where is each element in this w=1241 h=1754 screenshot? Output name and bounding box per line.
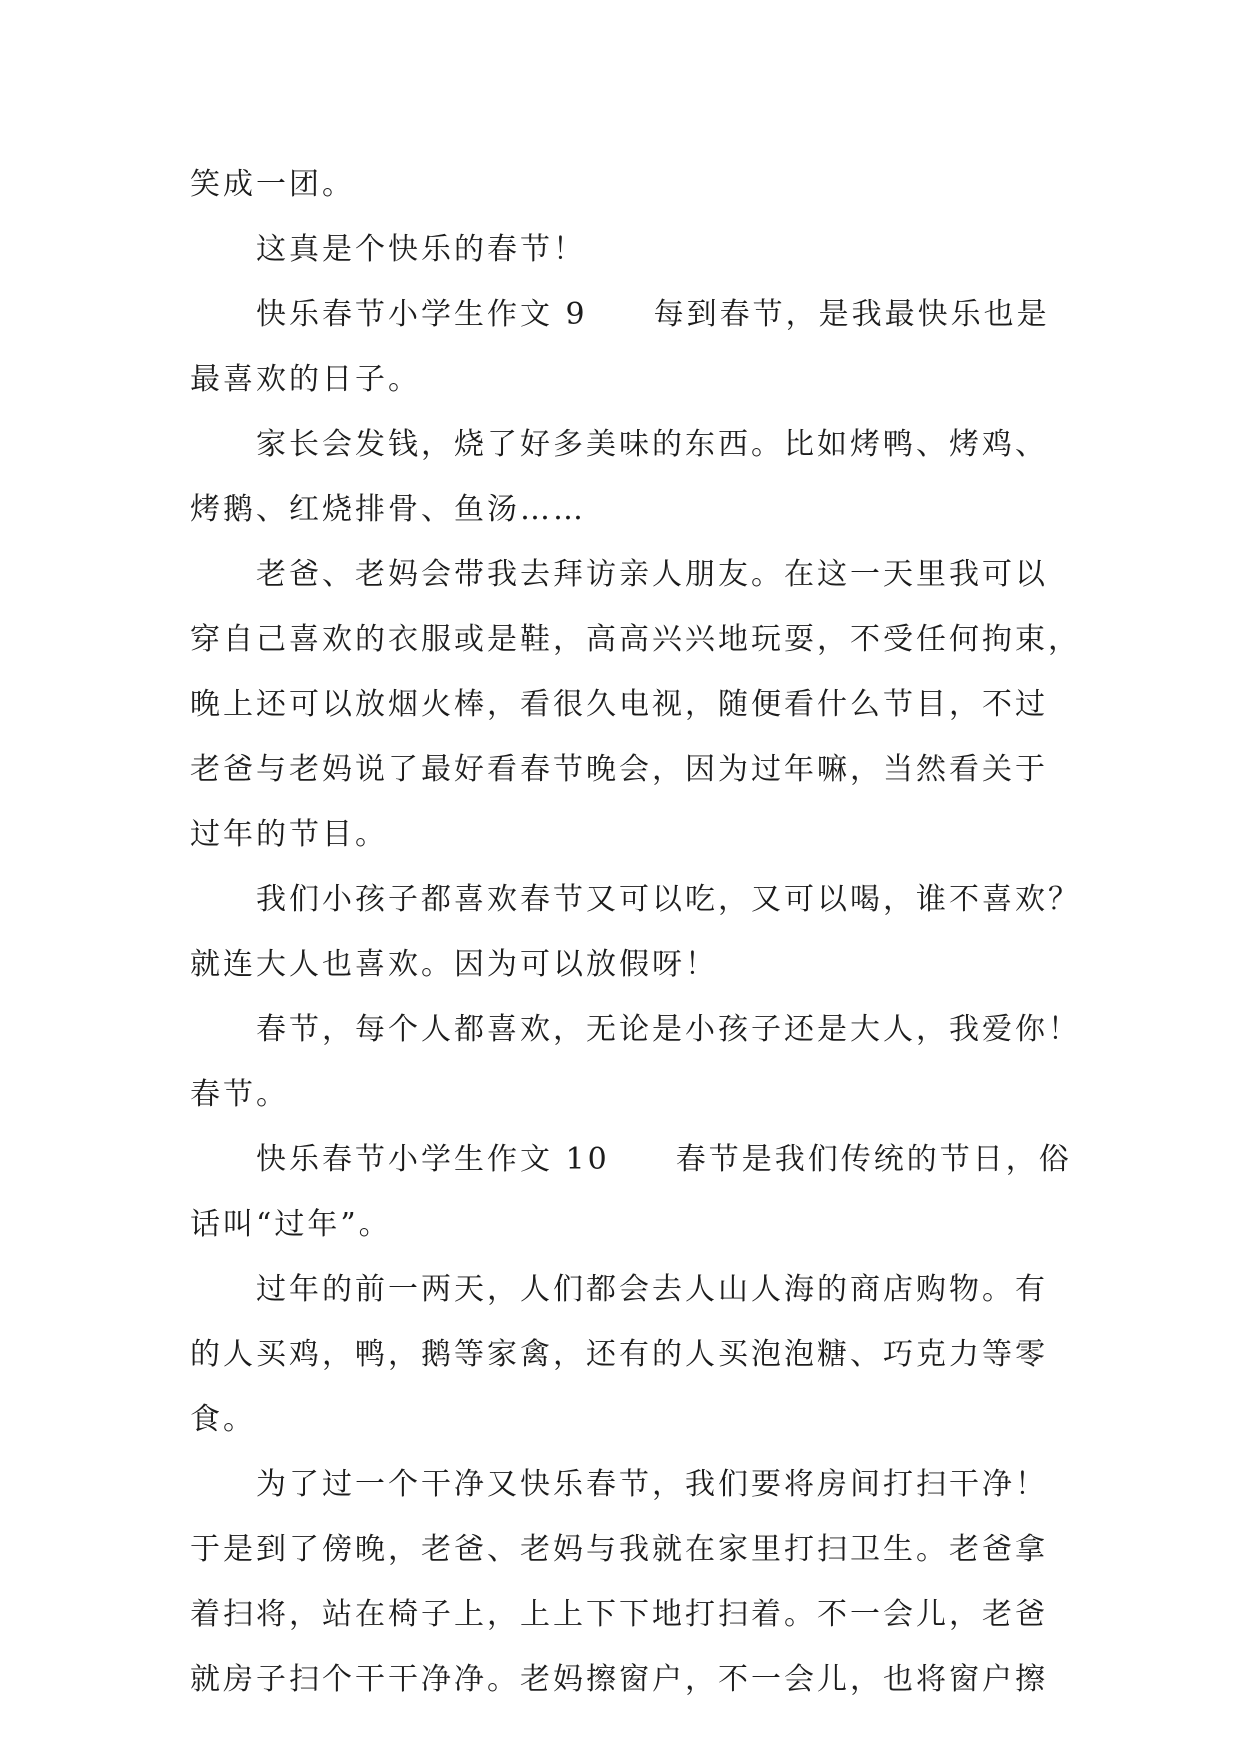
paragraph-line: 于是到了傍晚，老爸、老妈与我就在家里打扫卫生。老爸拿	[190, 1532, 1048, 1567]
paragraph-line: 我们小孩子都喜欢春节又可以吃，又可以喝，谁不喜欢？	[256, 882, 1081, 917]
paragraph-line: 晚上还可以放烟火棒，看很久电视，随便看什么节目，不过	[190, 687, 1048, 722]
paragraph-line: 过年的节目。	[190, 817, 388, 852]
paragraph-line: 穿自己喜欢的衣服或是鞋，高高兴兴地玩耍，不受任何拘束，	[190, 622, 1081, 657]
paragraph-line: 烤鹅、红烧排骨、鱼汤……	[190, 492, 586, 527]
paragraph-line: 着扫将，站在椅子上，上上下下地打扫着。不一会儿，老爸	[190, 1597, 1048, 1632]
paragraph-line: 老爸与老妈说了最好看春节晚会，因为过年嘛，当然看关于	[190, 752, 1048, 787]
paragraph-line: 就房子扫个干干净净。老妈擦窗户，不一会儿，也将窗户擦	[190, 1662, 1048, 1697]
essay-heading: 快乐春节小学生作文 9	[256, 297, 588, 332]
paragraph-line: 话叫“过年”。	[190, 1207, 392, 1242]
essay-heading-line	[190, 282, 1070, 347]
paragraph-text: 春节是我们传统的节日，俗	[675, 1142, 1072, 1177]
paragraph-line: 笑成一团。	[190, 167, 355, 202]
document-body	[190, 152, 1081, 1712]
essay-heading: 快乐春节小学生作文 10	[256, 1142, 610, 1177]
paragraph-line: 最喜欢的日子。	[190, 362, 421, 397]
paragraph-line: 春节。	[190, 1077, 289, 1112]
essay-heading-line	[190, 1127, 1070, 1192]
paragraph-line: 家长会发钱，烧了好多美味的东西。比如烤鸭、烤鸡、	[256, 427, 1048, 462]
paragraph-line: 的人买鸡，鸭，鹅等家禽，还有的人买泡泡糖、巧克力等零	[190, 1337, 1048, 1372]
paragraph-line: 老爸、老妈会带我去拜访亲人朋友。在这一天里我可以	[256, 557, 1048, 592]
paragraph-line: 为了过一个干净又快乐春节，我们要将房间打扫干净！	[256, 1467, 1048, 1502]
paragraph-line: 食。	[190, 1402, 256, 1437]
paragraph-line: 这真是个快乐的春节！	[256, 232, 586, 267]
paragraph-line: 就连大人也喜欢。因为可以放假呀！	[190, 947, 718, 982]
paragraph-line: 过年的前一两天，人们都会去人山人海的商店购物。有	[256, 1272, 1048, 1307]
paragraph-line: 春节，每个人都喜欢，无论是小孩子还是大人，我爱你！	[256, 1012, 1081, 1047]
paragraph-text: 每到春节，是我最快乐也是	[653, 297, 1050, 332]
